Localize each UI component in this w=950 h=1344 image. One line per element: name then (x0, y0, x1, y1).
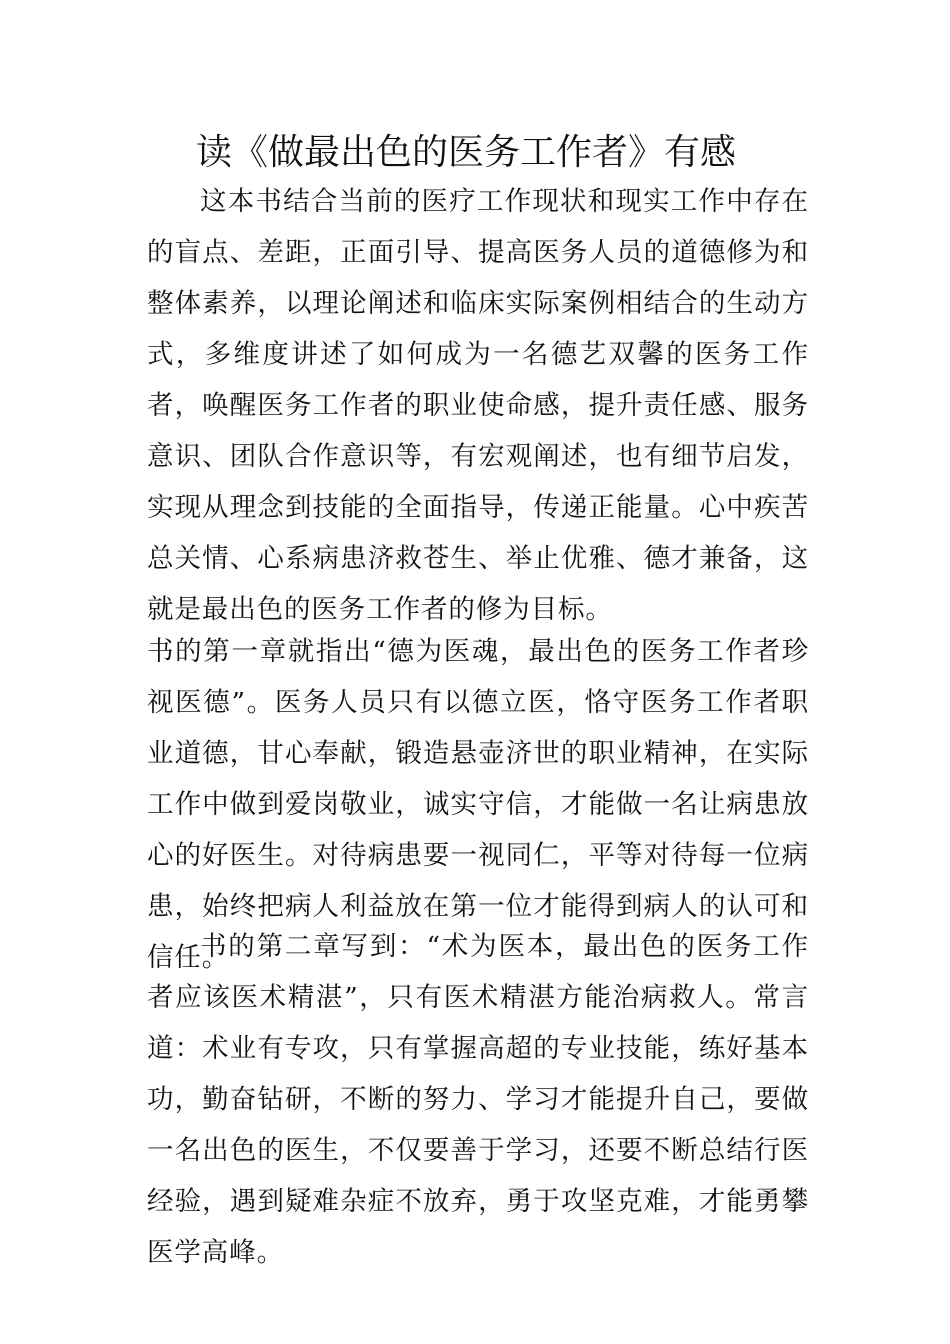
paragraph-chapter-one: 书的第一章就指出“德为医魂，最出色的医务工作者珍视医德”。医务人员只有以德立医，恪守医务工作者职业道德，甘心奉献，锻造悬壶济世的职业精神，在实际工作中做到爱岗敬业，诚实守信，才能做一名让病患放心的好医生。对待病患要一视同仁，平等对待每一位病患，始终把病人利益放在第一位才能得到病人的认可和信任。 (147, 636, 809, 973)
document-title: 读《做最出色的医务工作者》有感 (196, 132, 737, 173)
paragraph-chapter-two: 书的第二章写到：“术为医本，最出色的医务工作者应该医术精湛”，只有医术精湛方能治病救人。常言道：术业有专攻，只有掌握高超的专业技能，练好基本功，勤奋钻研，不断的努力、学习才能提升自己，要做一名出色的医生，不仅要善于学习，还要不断总结行医经验，遇到疑难杂症不放弃，勇于攻坚克难，才能勇攀医学高峰。 (147, 931, 809, 1268)
paragraph-intro: 这本书结合当前的医疗工作现状和现实工作中存在的盲点、差距，正面引导、提高医务人员的道德修为和整体素养，以理论阐述和临床实际案例相结合的生动方式，多维度讲述了如何成为一名德艺双馨的医务工作者，唤醒医务工作者的职业使命感，提升责任感、服务意识、团队合作意识等，有宏观阐述，也有细节启发，实现从理念到技能的全面指导，传递正能量。心中疾苦总关情、心系病患济救苍生、举止优雅、德才兼备，这就是最出色的医务工作者的修为目标。 (147, 186, 809, 625)
